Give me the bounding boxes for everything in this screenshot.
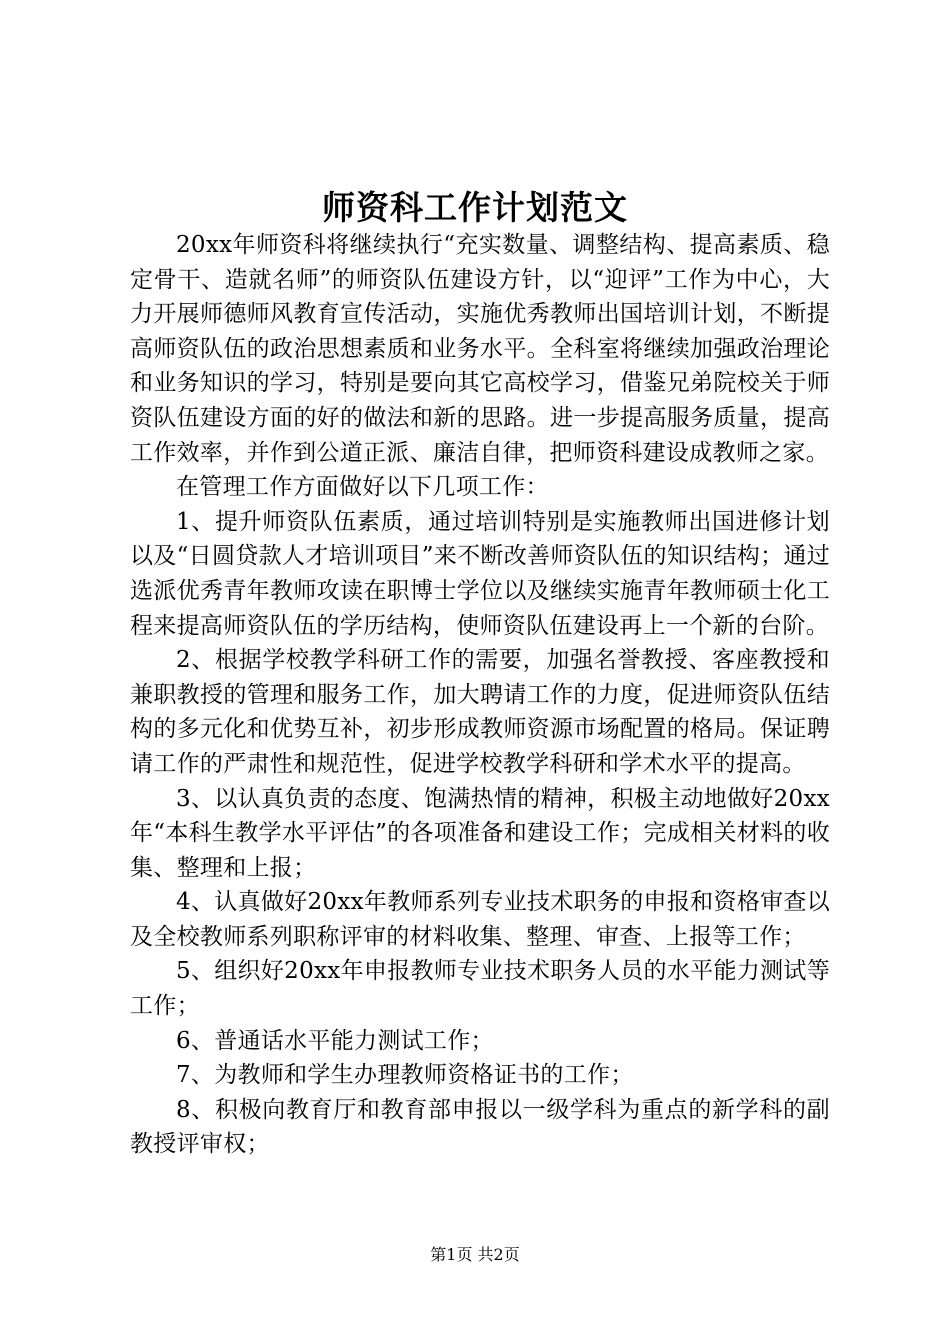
paragraph-item-2: 2、根据学校教学科研工作的需要，加强名誉教授、客座教授和兼职教授的管理和服务工作，加大聘请工作的力度，促进师资队伍结构的多元化和优势互补，初步形成教师资源市场配置的格局。保证聘请工作的严肃性和规范性，促进学校教学科研和学术水平的提高。 [130, 647, 830, 777]
document-title: 师资科工作计划范文 [322, 188, 628, 227]
document-body [130, 228, 830, 1162]
page-number-footer: 第1页 共2页 [430, 1245, 520, 1264]
paragraph-item-5: 5、组织好20xx年申报教师专业技术职务人员的水平能力测试等工作； [130, 958, 830, 1020]
paragraph-intro: 20xx年师资科将继续执行“充实数量、调整结构、提高素质、稳定骨干、造就名师”的师资队伍建设方针，以“迎评”工作为中心，大力开展师德师风教育宣传活动，实施优秀教师出国培训计划，不断提高师资队伍的政治思想素质和业务水平。全科室将继续加强政治理论和业务知识的学习，特别是要向其它高校学习，借鉴兄弟院校关于师资队伍建设方面的好的做法和新的思路。进一步提高服务质量，提高工作效率，并作到公道正派、廉洁自律，把师资科建设成教师之家。 [130, 232, 830, 466]
paragraph-item-1: 1、提升师资队伍素质，通过培训特别是实施教师出国进修计划以及“日圆贷款人才培训项目”来不断改善师资队伍的知识结构；通过选派优秀青年教师攻读在职博士学位以及继续实施青年教师硕士化工程来提高师资队伍的学历结构，使师资队伍建设再上一个新的台阶。 [130, 508, 830, 639]
paragraph-item-6: 6、普通话水平能力测试工作； [176, 1027, 494, 1054]
paragraph-item-4: 4、认真做好20xx年教师系列专业技术职务的申报和资格审查以及全校教师系列职称评审的材料收集、整理、审查、上报等工作； [130, 889, 830, 950]
paragraph-management-lead: 在管理工作方面做好以下几项工作： [176, 474, 549, 501]
paragraph-item-8: 8、积极向教育厅和教育部申报以一级学科为重点的新学科的副教授评审权； [130, 1096, 830, 1158]
paragraph-item-7: 7、为教师和学生办理教师资格证书的工作； [176, 1062, 634, 1089]
paragraph-item-3: 3、以认真负责的态度、饱满热情的精神，积极主动地做好20xx年“本科生教学水平评估”的各项准备和建设工作；完成相关材料的收集、整理和上报； [130, 785, 830, 881]
